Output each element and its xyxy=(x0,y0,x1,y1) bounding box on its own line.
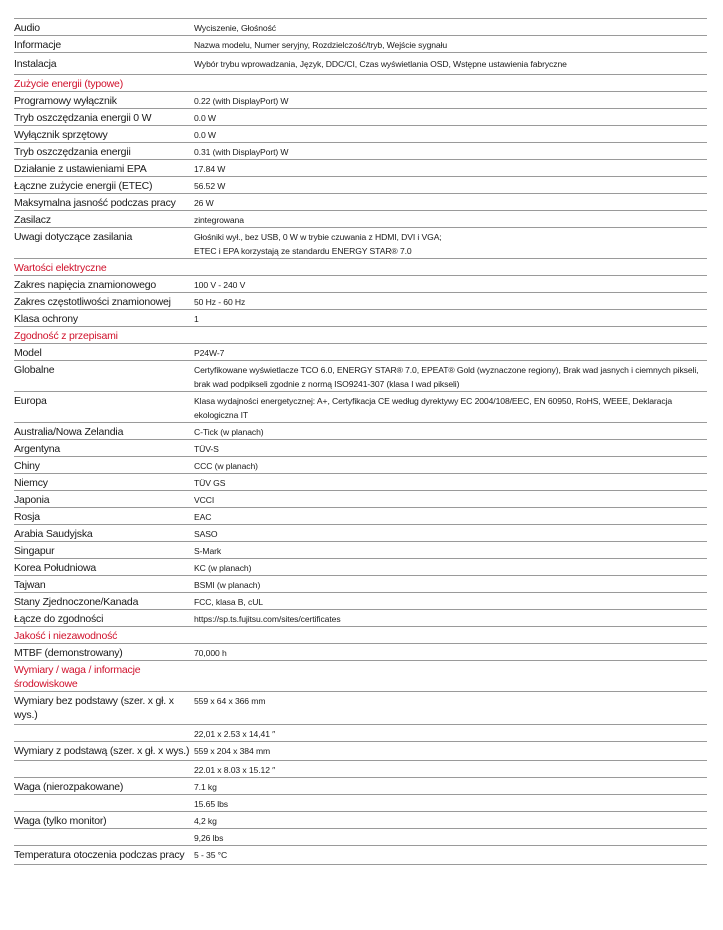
spec-row xyxy=(14,392,707,423)
spec-row xyxy=(14,491,707,508)
spec-label: Wymiary bez podstawy (szer. x gł. x wys.) xyxy=(14,695,174,721)
spec-label: Globalne xyxy=(14,364,55,376)
spec-row xyxy=(14,761,707,778)
spec-row xyxy=(14,276,707,293)
spec-row xyxy=(14,194,707,211)
section-title: Jakość i niezawodność xyxy=(14,630,118,642)
spec-label: Tryb oszczędzania energii xyxy=(14,146,131,158)
spec-row xyxy=(14,344,707,361)
spec-label: Tryb oszczędzania energii 0 W xyxy=(14,112,152,124)
section-header xyxy=(14,661,707,692)
spec-label: Uwagi dotyczące zasilania xyxy=(14,231,133,243)
section-title: Zużycie energii (typowe) xyxy=(14,78,123,90)
spec-row xyxy=(14,778,707,795)
spec-value: 9,26 lbs xyxy=(194,833,224,843)
spec-label: Argentyna xyxy=(14,443,61,455)
spec-row xyxy=(14,559,707,576)
spec-value: 70,000 h xyxy=(194,648,227,658)
spec-value: Nazwa modelu, Numer seryjny, Rozdzielczość/tryb, Wejście sygnału xyxy=(194,40,448,50)
spec-label xyxy=(14,761,194,777)
spec-value: 0.31 (with DisplayPort) W xyxy=(194,147,289,157)
spec-value: VCCI xyxy=(194,495,215,505)
spec-value: 17.84 W xyxy=(194,164,226,174)
spec-label: Korea Południowa xyxy=(14,562,97,574)
spec-row xyxy=(14,795,707,812)
spec-label: Łącze do zgodności xyxy=(14,613,104,625)
spec-value: 26 W xyxy=(194,198,214,208)
spec-value: zintegrowana xyxy=(194,215,244,225)
spec-value: 559 x 64 x 366 mm xyxy=(194,696,266,706)
spec-value: 0.0 W xyxy=(194,113,216,123)
spec-value: CCC (w planach) xyxy=(194,461,258,471)
spec-value: 559 x 204 x 384 mm xyxy=(194,746,271,756)
spec-label: Australia/Nowa Zelandia xyxy=(14,426,124,438)
spec-row xyxy=(14,692,707,725)
spec-label: Programowy wyłącznik xyxy=(14,95,117,107)
spec-row xyxy=(14,542,707,559)
spec-row xyxy=(14,846,707,865)
spec-value: 22.01 x 8.03 x 15.12 ″ xyxy=(194,765,276,775)
spec-row xyxy=(14,725,707,742)
spec-row xyxy=(14,53,707,75)
spec-row xyxy=(14,361,707,392)
spec-label xyxy=(14,725,194,741)
spec-label: Singapur xyxy=(14,545,55,557)
spec-row xyxy=(14,742,707,761)
spec-row xyxy=(14,177,707,194)
spec-value: S-Mark xyxy=(194,546,222,556)
spec-label: Niemcy xyxy=(14,477,48,489)
spec-value: 22,01 x 2.53 x 14,41 ″ xyxy=(194,729,276,739)
spec-row xyxy=(14,644,707,661)
spec-label: MTBF (demonstrowany) xyxy=(14,647,123,659)
spec-value: 15.65 lbs xyxy=(194,799,228,809)
spec-value: TÜV GS xyxy=(194,478,226,488)
spec-value: EAC xyxy=(194,512,212,522)
spec-label: Wyłącznik sprzętowy xyxy=(14,129,108,141)
spec-label: Klasa ochrony xyxy=(14,313,78,325)
spec-label: Chiny xyxy=(14,460,40,472)
spec-label: Działanie z ustawieniami EPA xyxy=(14,163,147,175)
spec-row xyxy=(14,508,707,525)
spec-label: Stany Zjednoczone/Kanada xyxy=(14,596,139,608)
spec-label: Japonia xyxy=(14,494,50,506)
spec-value: KC (w planach) xyxy=(194,563,252,573)
spec-label: Arabia Saudyjska xyxy=(14,528,93,540)
spec-value: 0.0 W xyxy=(194,130,216,140)
spec-value: SASO xyxy=(194,529,218,539)
spec-label: Maksymalna jasność podczas pracy xyxy=(14,197,176,209)
spec-label: Rosja xyxy=(14,511,40,523)
spec-label: Model xyxy=(14,347,42,359)
spec-row xyxy=(14,593,707,610)
spec-row xyxy=(14,293,707,310)
spec-row xyxy=(14,36,707,53)
section-title: Wartości elektryczne xyxy=(14,262,107,274)
section-header xyxy=(14,75,707,92)
spec-row xyxy=(14,92,707,109)
spec-label: Tajwan xyxy=(14,579,46,591)
spec-row xyxy=(14,19,707,36)
spec-label: Łączne zużycie energii (ETEC) xyxy=(14,180,153,192)
spec-value: 50 Hz - 60 Hz xyxy=(194,297,246,307)
spec-value: 7.1 kg xyxy=(194,782,217,792)
spec-label: Zakres napięcia znamionowego xyxy=(14,279,157,291)
spec-value: C-Tick (w planach) xyxy=(194,427,264,437)
section-title: Wymiary / waga / informacje środowiskowe xyxy=(14,664,141,690)
spec-value: https://sp.ts.fujitsu.com/sites/certificates xyxy=(194,614,341,624)
spec-label: Waga (nierozpakowane) xyxy=(14,781,124,793)
spec-value: Wybór trybu wprowadzania, Język, DDC/CI, Czas wyświetlania OSD, Wstępne ustawienia fabryczne xyxy=(194,59,567,69)
spec-label xyxy=(14,795,194,811)
spec-value: FCC, klasa B, cUL xyxy=(194,597,263,607)
spec-value: BSMI (w planach) xyxy=(194,580,261,590)
spec-label: Temperatura otoczenia podczas pracy xyxy=(14,849,185,861)
spec-row xyxy=(14,576,707,593)
spec-label: Informacje xyxy=(14,39,62,51)
spec-value: TÜV-S xyxy=(194,444,219,454)
section-header xyxy=(14,327,707,344)
section-header xyxy=(14,627,707,644)
section-header xyxy=(14,259,707,276)
spec-value: Wyciszenie, Głośność xyxy=(194,23,276,33)
spec-row xyxy=(14,610,707,627)
spec-row xyxy=(14,457,707,474)
spec-label: Waga (tylko monitor) xyxy=(14,815,107,827)
spec-value: 0.22 (with DisplayPort) W xyxy=(194,96,289,106)
spec-value: 4,2 kg xyxy=(194,816,217,826)
spec-row xyxy=(14,310,707,327)
spec-label: Instalacja xyxy=(14,58,57,70)
spec-row xyxy=(14,440,707,457)
spec-label: Europa xyxy=(14,395,47,407)
spec-label: Audio xyxy=(14,22,40,34)
spec-value: P24W-7 xyxy=(194,348,225,358)
spec-value: Klasa wydajności energetycznej: A+, Certyfikacja CE według dyrektywy EC 2004/108/EEC, EN 60950, RoHS, WEEE, Deklaracja ekologiczna IT xyxy=(194,396,673,420)
spec-value: 100 V - 240 V xyxy=(194,280,246,290)
spec-value: 1 xyxy=(194,314,199,324)
spec-row xyxy=(14,211,707,228)
spec-value: Certyfikowane wyświetlacze TCO 6.0, ENERGY STAR® 7.0, EPEAT® Gold (wyznaczone regiony), Brak wad jasnych i ciemnych pikseli, brak wad podpikseli zgodnie z normą ISO9241-307 (klasa I wad pikseli) xyxy=(194,365,699,389)
spec-label: Wymiary z podstawą (szer. x gł. x wys.) xyxy=(14,745,190,757)
spec-row xyxy=(14,829,707,846)
spec-value: 5 - 35 °C xyxy=(194,850,228,860)
spec-row xyxy=(14,126,707,143)
spec-row xyxy=(14,474,707,491)
spec-value: 56.52 W xyxy=(194,181,226,191)
spec-row xyxy=(14,812,707,829)
spec-row xyxy=(14,109,707,126)
section-title: Zgodność z przepisami xyxy=(14,330,118,342)
spec-label: Zasilacz xyxy=(14,214,51,226)
spec-value: Głośniki wył., bez USB, 0 W w trybie czuwania z HDMI, DVI i VGA; ETEC i EPA korzystają ze standardu ENERGY STAR® 7.0 xyxy=(194,232,442,256)
spec-label xyxy=(14,829,194,845)
spec-row xyxy=(14,423,707,440)
spec-label: Zakres częstotliwości znamionowej xyxy=(14,296,171,308)
spec-row xyxy=(14,160,707,177)
spec-row xyxy=(14,228,707,259)
spec-row xyxy=(14,525,707,542)
spec-table xyxy=(14,18,707,865)
spec-row xyxy=(14,143,707,160)
